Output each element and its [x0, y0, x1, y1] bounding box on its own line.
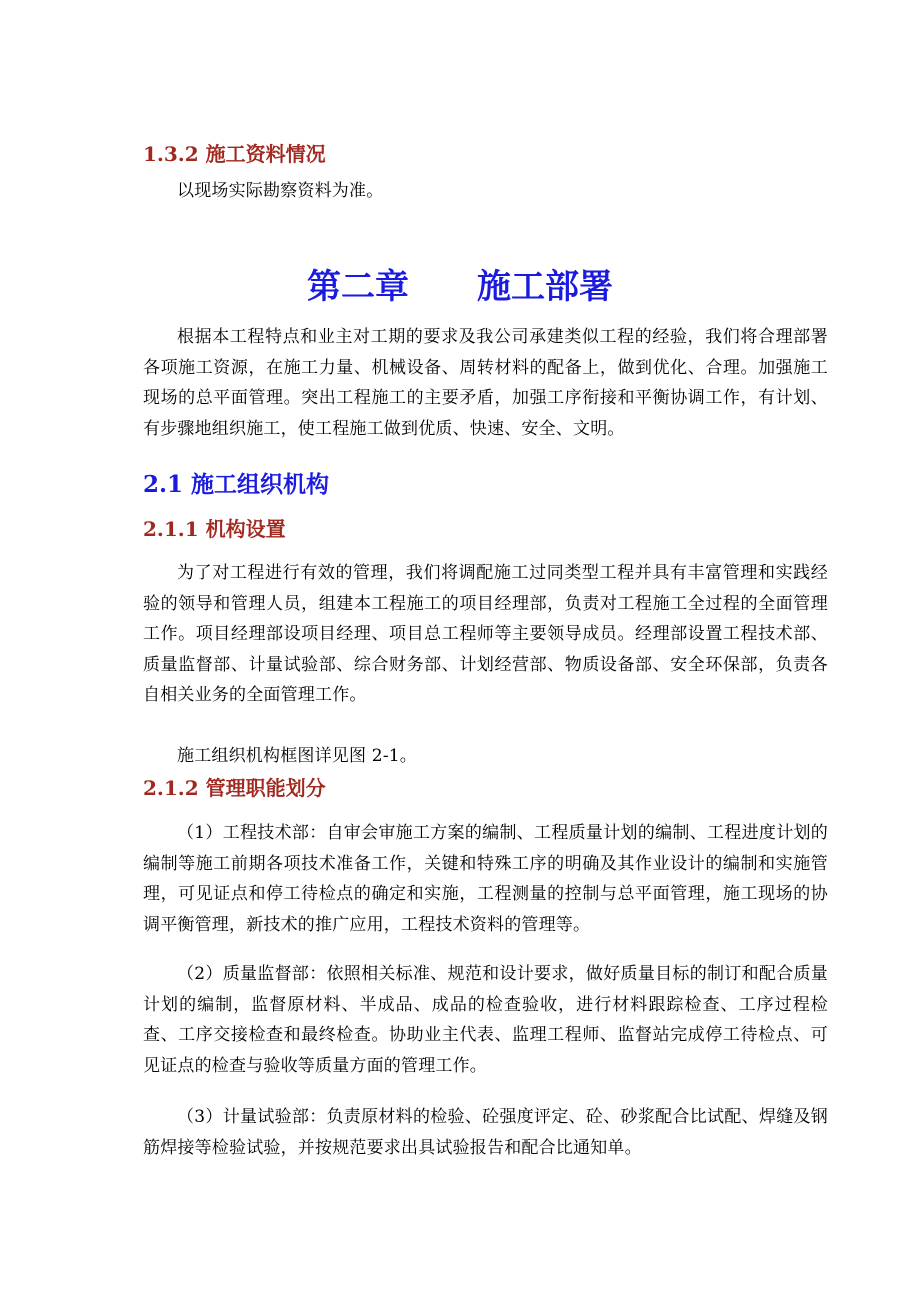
section-heading-1-3-2: 1.3.2 施工资料情况 — [143, 142, 326, 166]
chapter-2-intro-paragraph: 根据本工程特点和业主对工期的要求及我公司承建类似工程的经验，我们将合理部署各项施工资源，在施工力量、机械设备、周转材料的配备上，做到优化、合理。加强施工现场的总平面管理。突出工程施工的主要矛盾，加强工序衔接和平衡协调工作，有计划、有步骤地组织施工，使工程施工做到优质、快速、安全、文明。 — [143, 327, 828, 439]
section-heading-2-1-1: 2.1.1 机构设置 — [143, 517, 286, 541]
duty-item-metrology-testing: （3）计量试验部：负责原材料的检验、砼强度评定、砼、砂浆配合比试配、焊缝及钢筋焊接等检验试验，并按规范要求出具试验报告和配合比通知单。 — [143, 1107, 828, 1158]
chapter-title: 第二章 施工部署 — [307, 267, 613, 307]
duty-item-engineering-technology: （1）工程技术部：自审会审施工方案的编制、工程质量计划的编制、工程进度计划的编制等施工前期各项技术准备工作，关键和特殊工序的明确及其作业设计的编制和实施管理，可见证点和停工待检点的确定和实施，工程测量的控制与总平面管理，施工现场的协调平衡管理，新技术的推广应用，工程技术资料的管理等。 — [143, 823, 828, 935]
section-1-3-2-paragraph: 以现场实际勘察资料为准。 — [177, 181, 384, 201]
section-heading-2-1: 2.1 施工组织机构 — [143, 471, 330, 498]
section-heading-2-1-2: 2.1.2 管理职能划分 — [143, 776, 326, 800]
section-2-1-1-figure-reference: 施工组织机构框图详见图 2-1。 — [177, 746, 417, 766]
duty-item-quality-supervision: （2）质量监督部：依照相关标准、规范和设计要求，做好质量目标的制订和配合质量计划的编制，监督原材料、半成品、成品的检查验收，进行材料跟踪检查、工序过程检查、工序交接检查和最终检查。协助业主代表、监理工程师、监督站完成停工待检点、可见证点的检查与验收等质量方面的管理工作。 — [143, 964, 828, 1076]
section-2-1-1-paragraph: 为了对工程进行有效的管理，我们将调配施工过同类型工程并具有丰富管理和实践经验的领导和管理人员，组建本工程施工的项目经理部，负责对工程施工全过程的全面管理工作。项目经理部设项目经理、项目总工程师等主要领导成员。经理部设置工程技术部、质量监督部、计量试验部、综合财务部、计划经营部、物质设备部、安全环保部，负责各自相关业务的全面管理工作。 — [143, 563, 828, 705]
